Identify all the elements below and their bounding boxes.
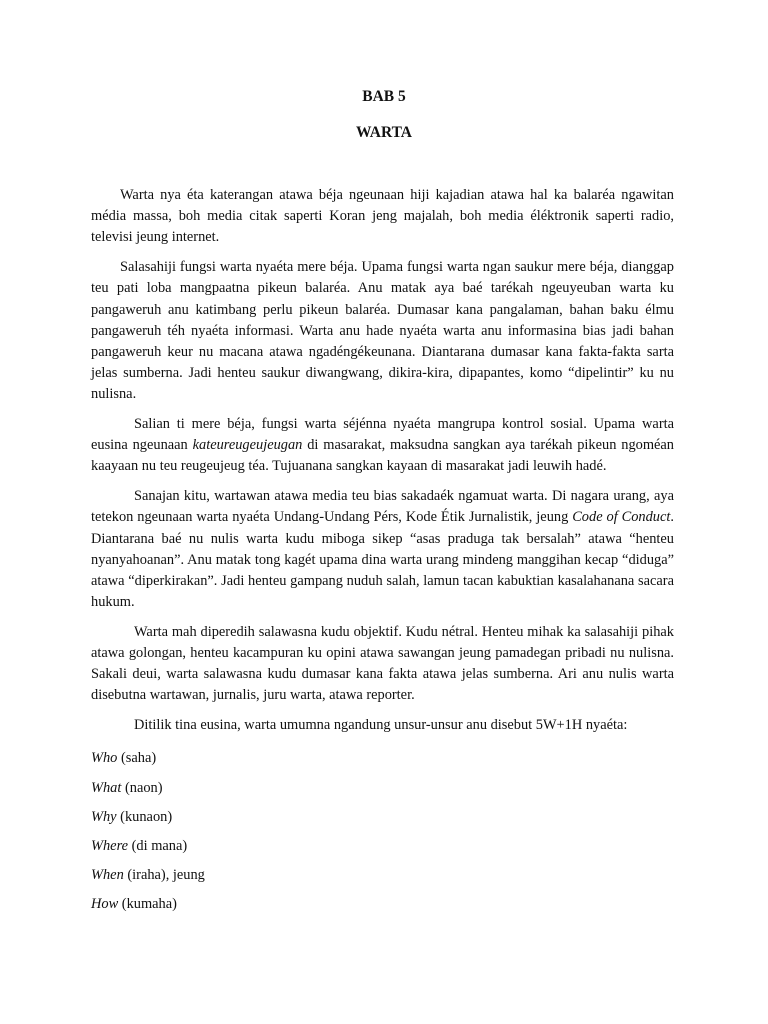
paragraph-text: Salian ti mere béja, fungsi warta séjénna nyaéta mangrupa kontrol sosial. Upama warta eusina ngeunaan	[91, 416, 674, 454]
paragraph-regulation	[91, 486, 674, 613]
5w1h-list	[91, 748, 674, 923]
paragraph-text: Sanajan kitu, wartawan atawa media teu bias sakadaék ngamuat warta. Di nagara urang, aya tetekon ngeunaan warta nyaéta Undang-Undang Pérs, Kode Étik Jurnalistik, jeung	[91, 488, 674, 526]
list-item	[91, 748, 674, 777]
list-item-term: Why	[91, 808, 117, 825]
paragraph-text: . Diantarana baé nu nulis warta kudu miboga sikep “asas praduga tak bersalah” atawa “henteu nyanyahoanan”. Anu matak tong kagét upama dina warta urang mindeng manggihan kecap “diduga” atawa “diperkirakan”. Jadi henteu gampang nuduh salah, lamun tacan kabuktian kasalahanana sacara hukum.	[91, 509, 674, 611]
list-item-term: Where	[91, 837, 129, 854]
paragraph-social-control	[91, 414, 674, 478]
list-item-term: What	[91, 779, 122, 796]
paragraph-definition: Warta nya éta katerangan atawa béja ngeunaan hiji kajadian atawa hal ka balaréa ngawitan média massa, boh media citak saperti Koran jeng majalah, boh media éléktronik saperti radio, televisi jeung internet.	[91, 187, 674, 246]
list-item-gloss: (kumaha)	[118, 896, 177, 913]
list-item	[91, 865, 674, 894]
paragraph-function: Salasahiji fungsi warta nyaéta mere béja. Upama fungsi warta ngan saukur mere béja, dianggap teu pati loba mangpaatna pikeun balaréa. Anu matak aya baé tarékah ngeuyeuban warta ku pangaweruh anu katimbang perlu pikeun balaréa. Dumasar kana pangalaman, bahan baku élmu pangaweruh téh nyaéta informasi. Warta anu hade nyaéta warta anu informasina bias jadi bahan pangaweruh keur nu macana atawa ngadéngékeunana. Diantarana dumasar kana fakta-fakta sarta jelas sumberna. Jadi henteu saukur diwangwang, dikira-kira, dipapantes, komo “dipelintir” ku nu nulisna.	[91, 259, 674, 403]
paragraph-text: di masarakat, maksudna sangkan aya tarékah pikeun ngoméan kaayaan nu teu reugeujeug téa. Tujuanana sangkan kayaan di masarakat jadi leuwih hadé.	[91, 437, 674, 475]
list-item-term: When	[91, 867, 124, 884]
paragraph-objectivity: Warta mah diperedih salawasna kudu objektif. Kudu nétral. Henteu mihak ka salasahiji pihak atawa golongan, henteu kacampuran ku opini atawa sawangan jeung pamadegan pribadi nu nulisna. Sakali deui, warta salawasna kudu dumasar kana fakta atawa jelas sumberna. Ari anu nulis warta disebutna wartawan, jurnalis, juru warta, atawa reporter.	[91, 623, 674, 704]
chapter-title: WARTA	[355, 124, 412, 141]
list-item-gloss: (naon)	[121, 779, 163, 796]
chapter-heading: BAB 5	[362, 88, 406, 105]
list-item-term: Who	[91, 750, 118, 767]
emphasized-term: kateureugeujeugan	[192, 437, 303, 454]
body-text	[91, 185, 674, 924]
emphasized-term: Code of Conduct	[572, 509, 671, 526]
list-item-gloss: (di mana)	[128, 837, 188, 854]
list-item-gloss: (kunaon)	[116, 808, 173, 825]
list-item	[91, 894, 674, 923]
list-item-term: How	[91, 896, 119, 913]
list-item	[91, 836, 674, 865]
paragraph-5w1h-intro: Ditilik tina eusina, warta umumna ngandung unsur-unsur anu disebut 5W+1H nyaéta:	[134, 717, 628, 734]
list-item	[91, 778, 674, 807]
list-item	[91, 807, 674, 836]
list-item-gloss: (iraha), jeung	[123, 867, 205, 884]
list-item-gloss: (saha)	[117, 750, 157, 767]
